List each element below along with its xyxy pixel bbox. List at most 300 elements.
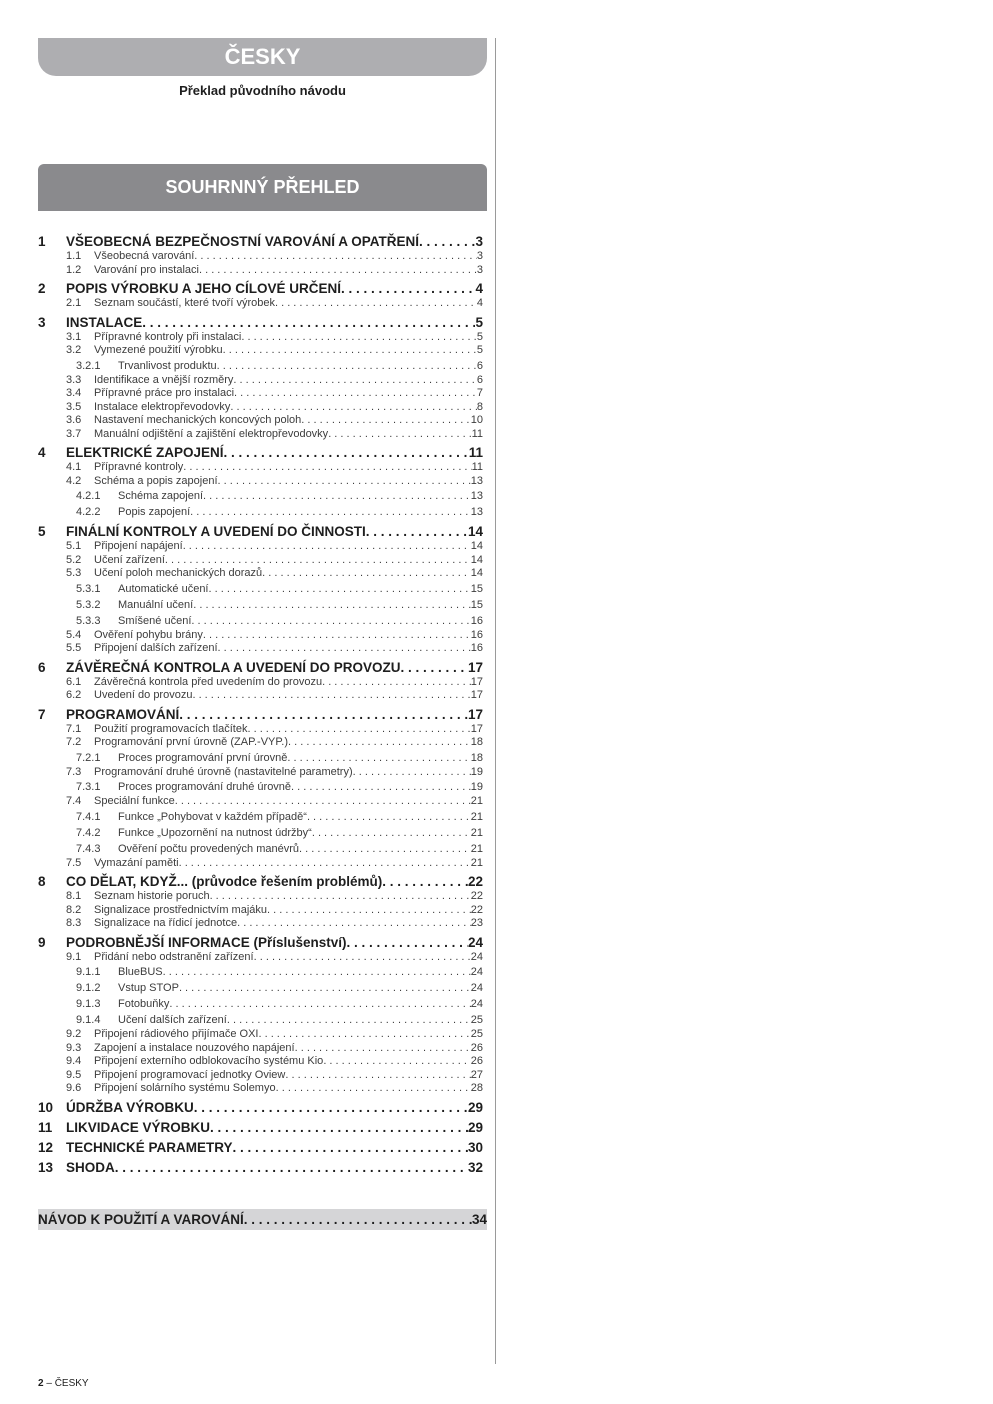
toc-subsection-number: 3.6 [66, 414, 82, 426]
toc-subsection-number: 5.3.2 [76, 598, 101, 611]
toc-subsection-page: 7 [476, 387, 483, 399]
toc-subsection-entry[interactable] [38, 1012, 483, 1028]
toc-subsection-page: 26 [470, 1041, 483, 1054]
toc-section-page: 11 [468, 445, 483, 460]
toc-subsection-entry[interactable] [38, 857, 483, 871]
toc-subsection-entry[interactable] [38, 250, 483, 264]
toc-subsection-page: 13 [470, 490, 483, 502]
toc-subsection-page: 24 [470, 982, 483, 994]
toc-section-title: TECHNICKÉ PARAMETRY [66, 1139, 233, 1155]
toc-leader-dots [307, 809, 471, 825]
toc-subsection-title: Připojení napájení [94, 540, 183, 552]
toc-section-title: INSTALACE [66, 314, 143, 330]
toc-leader-dots [233, 374, 476, 388]
table-of-contents [38, 233, 483, 1179]
toc-subsection-number: 5.5 [66, 642, 82, 654]
toc-subsection-entry[interactable] [38, 917, 483, 931]
toc-subsection-entry[interactable] [38, 475, 483, 489]
toc-leader-dots [299, 841, 471, 857]
toc-section-entry[interactable] [38, 1099, 483, 1116]
toc-subsection-page: 22 [470, 903, 483, 916]
toc-subsection-entry[interactable] [38, 581, 483, 597]
toc-subsection-entry[interactable] [38, 809, 483, 825]
toc-subsection-title: Manuální učení [118, 598, 194, 611]
toc-leader-dots [287, 750, 470, 766]
toc-leader-dots [224, 444, 469, 461]
toc-section [38, 1099, 483, 1116]
toc-subsection-title: Programování druhé úrovně (nastavitelné parametry) [94, 765, 353, 778]
toc-subsection-title: Učení zařízení [94, 553, 165, 566]
toc-subsection-entry[interactable] [38, 461, 483, 475]
toc-subsection-entry[interactable] [38, 401, 483, 415]
toc-subsection-entry[interactable] [38, 1028, 483, 1042]
toc-section-number: 13 [38, 1159, 54, 1175]
toc-leader-dots [323, 1055, 470, 1069]
toc-subsection-number: 9.6 [66, 1082, 82, 1094]
toc-subsection-entry[interactable] [38, 736, 483, 750]
toc-leader-dots [169, 996, 470, 1012]
toc-subsection-entry[interactable] [38, 344, 483, 358]
toc-subsection-number: 3.2.1 [76, 359, 101, 372]
toc-subsection-page: 27 [470, 1068, 483, 1081]
toc-section-page: 29 [467, 1099, 483, 1115]
toc-subsection-number: 7.3 [66, 765, 82, 778]
toc-subsection-page: 6 [476, 373, 483, 386]
toc-leader-dots [312, 825, 471, 841]
toc-subsection-title: Učení poloh mechanických dorazů [94, 567, 263, 579]
toc-section [38, 523, 483, 656]
toc-subsection-title: Manuální odjištění a zajištění elektropřevodovky [94, 427, 329, 440]
toc-subsection-number: 3.4 [66, 387, 82, 399]
toc-subsection-title: Proces programování první úrovně [118, 751, 288, 764]
toc-subsection-entry[interactable] [38, 964, 483, 980]
toc-leader-dots [347, 934, 468, 951]
toc-section-entry[interactable] [38, 1119, 483, 1136]
toc-subsection-title: Vymezené použití výrobku [94, 344, 223, 356]
toc-section-title: PODROBNĚJŠÍ INFORMACE (Příslušenství) [66, 934, 347, 950]
toc-subsection-number: 9.1.4 [76, 1014, 101, 1026]
toc-subsection-entry[interactable] [38, 567, 483, 581]
toc-subsection-entry[interactable] [38, 841, 483, 857]
toc-subsection-page: 24 [470, 966, 483, 978]
toc-leader-dots [209, 581, 471, 597]
toc-subsection-entry[interactable] [38, 951, 483, 965]
toc-subsection-entry[interactable] [38, 331, 483, 345]
toc-section-title: VŠEOBECNÁ BEZPEČNOSTNÍ VAROVÁNÍ A OPATŘENÍ [66, 234, 420, 249]
toc-section-page: 17 [467, 706, 483, 722]
toc-section-title: LIKVIDACE VÝROBKU [66, 1119, 211, 1135]
toc-subsection-page: 10 [470, 414, 483, 426]
toc-subsection-number: 7.5 [66, 856, 82, 869]
toc-manual-title: NÁVOD K POUŽITÍ A VAROVÁNÍ [38, 1212, 244, 1227]
footer-language: ČESKY [54, 1378, 89, 1389]
toc-subsection-title: BlueBUS [118, 966, 163, 978]
toc-subsection-number: 8.2 [66, 903, 82, 916]
toc-subsection-title: Instalace elektropřevodovky [94, 400, 231, 413]
toc-subsection-page: 4 [476, 297, 483, 309]
toc-leader-dots [192, 689, 470, 703]
toc-section-number: 9 [38, 934, 46, 950]
toc-section-entry[interactable] [38, 314, 483, 331]
toc-subsection-page: 17 [470, 675, 483, 688]
toc-subsection-title: Připojení externího odblokovacího systému Kio [94, 1055, 324, 1067]
toc-subsection-entry[interactable] [38, 689, 483, 703]
toc-subsection-title: Uvedení do provozu [94, 689, 193, 701]
toc-leader-dots [267, 904, 471, 918]
toc-section-title: CO DĚLAT, KDYŽ... (průvodce řešením problémů) [66, 874, 383, 889]
toc-leader-dots [194, 250, 477, 264]
toc-subsection-title: Identifikace a vnější rozměry [94, 373, 234, 386]
toc-section-entry[interactable] [38, 1139, 483, 1156]
toc-subsection-title: Závěrečná kontrola před uvedením do provozu [94, 675, 323, 688]
toc-subsection-title: Všeobecná varování [94, 250, 195, 262]
toc-section-title: PROGRAMOVÁNÍ [66, 706, 180, 722]
toc-subsection-entry[interactable] [38, 642, 483, 656]
toc-subsection-title: Připojení dalších zařízení [94, 642, 218, 654]
toc-subsection-number: 9.1 [66, 950, 82, 963]
toc-leader-dots [237, 917, 471, 931]
toc-section-title: POPIS VÝROBKU A JEHO CÍLOVÉ URČENÍ [66, 281, 342, 296]
toc-subsection-page: 21 [470, 842, 483, 855]
toc-leader-dots [193, 597, 471, 613]
toc-subsection-entry[interactable] [38, 676, 483, 690]
toc-section [38, 314, 483, 442]
toc-subsection-number: 9.2 [66, 1028, 82, 1040]
toc-subsection-number: 1.1 [66, 250, 82, 262]
toc-subsection-title: Přípravné kontroly [94, 461, 184, 473]
toc-subsection-page: 13 [470, 506, 483, 518]
toc-subsection-entry[interactable] [38, 1055, 483, 1069]
toc-section [38, 1139, 483, 1156]
toc-subsection-entry[interactable] [38, 387, 483, 401]
toc-subsection-title: Připojení programovací jednotky Oview [94, 1068, 286, 1081]
toc-section [38, 706, 483, 871]
toc-subsection-page: 3 [476, 263, 483, 276]
toc-subsection-title: Přidání nebo odstranění zařízení [94, 950, 254, 963]
toc-leader-dots [230, 401, 477, 415]
language-header: ČESKY [38, 38, 487, 76]
toc-subsection-number: 9.5 [66, 1068, 82, 1081]
toc-subsection-entry[interactable] [38, 374, 483, 388]
toc-section-page: 14 [467, 524, 483, 539]
toc-subsection-number: 5.3.1 [76, 582, 101, 595]
toc-subsection-number: 3.3 [66, 373, 82, 386]
toc-subsection-title: Automatické učení [118, 582, 209, 595]
toc-subsection-page: 11 [471, 461, 483, 473]
toc-subsection-entry[interactable] [38, 795, 483, 809]
toc-subsection-number: 8.1 [66, 890, 82, 902]
toc-leader-dots [258, 1028, 470, 1042]
toc-subsection-number: 3.1 [66, 330, 82, 343]
toc-subsection-entry[interactable] [38, 996, 483, 1012]
toc-subsection-title: Seznam historie poruch [94, 890, 210, 902]
toc-subsection-page: 6 [476, 359, 483, 372]
toc-subsection-number: 8.3 [66, 917, 82, 929]
toc-subsection-title: Signalizace na řídicí jednotce [94, 917, 238, 929]
toc-subsection-title: Speciální funkce [94, 795, 175, 807]
toc-section-page: 32 [467, 1159, 483, 1175]
toc-section-title: ZÁVĚREČNÁ KONTROLA A UVEDENÍ DO PROVOZU [66, 659, 401, 675]
toc-section-title: ELEKTRICKÉ ZAPOJENÍ [66, 445, 224, 460]
toc-subsection-entry[interactable] [38, 504, 483, 520]
toc-subsection-entry[interactable] [38, 779, 483, 795]
toc-subsection-entry[interactable] [38, 488, 483, 504]
toc-subsection-page: 26 [470, 1055, 483, 1067]
toc-subsection-page: 21 [470, 795, 483, 807]
toc-subsection-page: 5 [476, 344, 483, 356]
toc-subsection-entry[interactable] [38, 428, 483, 442]
toc-section-entry[interactable] [38, 873, 483, 890]
toc-subsection-page: 3 [476, 250, 483, 262]
toc-subsection-number: 5.1 [66, 540, 82, 552]
toc-subsection-title: Popis zapojení [118, 506, 191, 518]
toc-subsection-entry[interactable] [38, 1069, 483, 1083]
toc-leader-dots [233, 1139, 468, 1156]
toc-subsection-entry[interactable] [38, 1042, 483, 1056]
toc-leader-dots [247, 723, 470, 737]
toc-leader-dots [382, 873, 468, 890]
toc-leader-dots [163, 964, 471, 980]
toc-leader-dots [199, 264, 477, 278]
toc-section-number: 8 [38, 874, 46, 889]
toc-leader-dots [291, 779, 471, 795]
toc-subsection-title: Vymazání paměti [94, 856, 179, 869]
toc-subsection-page: 18 [470, 751, 483, 764]
toc-subsection-page: 17 [470, 722, 483, 735]
toc-subsection-entry[interactable] [38, 358, 483, 374]
toc-subsection-page: 22 [470, 890, 483, 902]
toc-subsection-page: 19 [470, 781, 483, 793]
toc-subsection-entry[interactable] [38, 723, 483, 737]
toc-subsection-number: 9.1.1 [76, 966, 101, 978]
toc-subsection-entry[interactable] [38, 554, 483, 568]
toc-subsection-title: Schéma a popis zapojení [94, 474, 218, 487]
toc-subsection-number: 6.2 [66, 689, 82, 701]
toc-subsection-title: Ověření počtu provedených manévrů [118, 842, 299, 855]
toc-leader-dots [366, 523, 468, 540]
toc-subsection-page: 21 [470, 826, 483, 839]
toc-leader-dots [142, 314, 475, 331]
toc-subsection-page: 5 [476, 330, 483, 343]
toc-leader-dots [203, 629, 471, 643]
toc-leader-dots [244, 1212, 472, 1227]
toc-subsection-entry[interactable] [38, 414, 483, 428]
toc-subsection-number: 7.4.3 [76, 842, 101, 855]
toc-subsection-title: Připojení rádiového přijímače OXI [94, 1028, 259, 1040]
toc-subsection-entry[interactable] [38, 540, 483, 554]
toc-subsection-title: Signalizace prostřednictvím majáku [94, 903, 268, 916]
toc-subsection-title: Učení dalších zařízení [118, 1014, 227, 1026]
toc-subsection-number: 9.3 [66, 1041, 82, 1054]
toc-subsection-page: 8 [476, 400, 483, 413]
toc-subsection-title: Schéma zapojení [118, 490, 203, 502]
toc-subsection-title: Funkce „Upozornění na nutnost údržby“ [118, 826, 312, 839]
toc-subsection-entry[interactable] [38, 264, 483, 278]
toc-subsection-title: Přípravné kontroly při instalaci [94, 330, 242, 343]
toc-leader-dots [295, 1042, 471, 1056]
toc-subsection-page: 28 [470, 1082, 483, 1094]
toc-subsection-entry[interactable] [38, 597, 483, 613]
toc-leader-dots [223, 344, 477, 358]
toc-section-page: 30 [467, 1139, 483, 1155]
toc-section-number: 7 [38, 706, 46, 722]
toc-leader-dots [227, 1012, 471, 1028]
toc-subsection-number: 2.1 [66, 297, 82, 309]
toc-subsection-title: Použití programovacích tlačítek [94, 722, 248, 735]
toc-subsection-title: Nastavení mechanických koncových poloh [94, 414, 302, 426]
toc-leader-dots [179, 980, 471, 996]
toc-subsection-page: 23 [470, 917, 483, 929]
toc-section-page: 24 [467, 934, 483, 950]
toc-subsection-entry[interactable] [38, 980, 483, 996]
toc-subsection-number: 5.3.3 [76, 614, 101, 627]
toc-subsection-page: 15 [470, 582, 483, 595]
toc-subsection-number: 7.3.1 [76, 781, 101, 793]
toc-subsection-entry[interactable] [38, 297, 483, 311]
toc-section [38, 233, 483, 277]
toc-subsection-page: 18 [470, 736, 483, 748]
footer-page-number: 2 [38, 1378, 44, 1389]
toc-subsection-number: 4.2.2 [76, 506, 101, 518]
toc-manual-page: 34 [471, 1212, 487, 1227]
toc-subsection-title: Zapojení a instalace nouzového napájení [94, 1041, 295, 1054]
toc-leader-dots [254, 951, 471, 965]
toc-leader-dots [218, 475, 471, 489]
toc-subsection-number: 9.4 [66, 1055, 82, 1067]
toc-leader-dots [183, 540, 471, 554]
toc-leader-dots [190, 504, 471, 520]
column-divider [495, 38, 496, 1364]
toc-subsection-page: 11 [471, 427, 483, 440]
toc-leader-dots [210, 1119, 468, 1136]
toc-subsection-page: 17 [470, 689, 483, 701]
toc-section-entry[interactable] [38, 934, 483, 951]
toc-section [38, 444, 483, 520]
toc-manual-entry[interactable] [38, 1209, 487, 1230]
toc-leader-dots [262, 567, 471, 581]
toc-section-number: 12 [38, 1139, 54, 1155]
toc-subsection-title: Vstup STOP [118, 982, 179, 994]
toc-section-entry[interactable] [38, 659, 483, 676]
toc-section-entry[interactable] [38, 1159, 483, 1176]
toc-title: SOUHRNNÝ PŘEHLED [38, 164, 487, 211]
toc-leader-dots [191, 613, 470, 629]
toc-section-page: 4 [475, 281, 483, 296]
toc-subsection-title: Smíšené učení [118, 614, 192, 627]
toc-subsection-entry[interactable] [38, 766, 483, 780]
toc-section-entry[interactable] [38, 280, 483, 297]
toc-subsection-entry[interactable] [38, 904, 483, 918]
toc-leader-dots [203, 488, 471, 504]
toc-subsection-title: Seznam součástí, které tvoří výrobek [94, 297, 275, 309]
toc-leader-dots [401, 659, 468, 676]
toc-section-number: 5 [38, 524, 46, 539]
toc-leader-dots [165, 554, 471, 568]
toc-subsection-page: 24 [470, 998, 483, 1010]
toc-leader-dots [179, 706, 468, 723]
toc-leader-dots [234, 387, 477, 401]
toc-subsection-number: 9.1.3 [76, 998, 101, 1010]
toc-section-title: FINÁLNÍ KONTROLY A UVEDENÍ DO ČINNOSTI [66, 524, 366, 539]
toc-section-number: 11 [38, 1119, 53, 1135]
toc-subsection-page: 16 [470, 628, 483, 641]
toc-section-number: 1 [38, 234, 46, 249]
toc-subsection-number: 7.1 [66, 722, 82, 735]
toc-leader-dots [328, 428, 471, 442]
toc-subsection-page: 14 [470, 553, 483, 566]
toc-subsection-number: 7.4.2 [76, 826, 101, 839]
toc-subsection-page: 16 [470, 642, 483, 654]
toc-section-page: 22 [467, 874, 483, 889]
toc-subsection-number: 7.4.1 [76, 810, 101, 823]
toc-subsection-number: 7.2.1 [76, 751, 101, 764]
toc-subsection-number: 3.5 [66, 400, 82, 413]
toc-subsection-entry[interactable] [38, 890, 483, 904]
toc-section-number: 10 [38, 1099, 54, 1115]
toc-leader-dots [322, 676, 471, 690]
toc-subsection-page: 13 [470, 474, 483, 487]
toc-subsection-page: 16 [470, 614, 483, 627]
toc-subsection-number: 5.3 [66, 567, 82, 579]
toc-subsection-number: 1.2 [66, 263, 82, 276]
toc-subsection-title: Funkce „Pohybovat v každém případě“ [118, 810, 307, 823]
toc-subsection-page: 25 [470, 1014, 483, 1026]
page-footer [38, 1378, 89, 1389]
toc-leader-dots [276, 1082, 471, 1096]
toc-subsection-page: 21 [470, 810, 483, 823]
toc-subsection-title: Fotobuňky [118, 998, 170, 1010]
toc-section-entry[interactable] [38, 523, 483, 540]
toc-section-number: 4 [38, 445, 46, 460]
toc-section-entry[interactable] [38, 233, 483, 250]
toc-section-page: 29 [467, 1119, 483, 1135]
toc-section-number: 6 [38, 659, 46, 675]
toc-section-entry[interactable] [38, 706, 483, 723]
toc-subsection-number: 7.2 [66, 736, 82, 748]
toc-subsection-title: Varování pro instalaci [94, 263, 199, 276]
toc-leader-dots [218, 642, 471, 656]
toc-subsection-number: 4.2.1 [76, 490, 101, 502]
toc-subsection-entry[interactable] [38, 613, 483, 629]
toc-section-title: ÚDRŽBA VÝROBKU [66, 1099, 194, 1115]
toc-subsection-number: 3.7 [66, 427, 82, 440]
footer-separator: – [43, 1378, 55, 1389]
toc-leader-dots [275, 297, 477, 311]
toc-section-page: 3 [475, 234, 483, 249]
toc-section-page: 5 [475, 314, 483, 330]
toc-subsection-number: 6.1 [66, 675, 82, 688]
toc-subsection-number: 4.1 [66, 461, 82, 473]
toc-subsection-page: 19 [470, 765, 483, 778]
toc-subsection-entry[interactable] [38, 629, 483, 643]
toc-subsection-entry[interactable] [38, 1082, 483, 1096]
toc-leader-dots [179, 857, 471, 871]
toc-subsection-number: 3.2 [66, 344, 82, 356]
toc-leader-dots [183, 461, 471, 475]
toc-subsection-page: 15 [470, 598, 483, 611]
toc-leader-dots [419, 233, 475, 250]
toc-subsection-title: Připojení solárního systému Solemyo [94, 1082, 276, 1094]
toc-subsection-entry[interactable] [38, 825, 483, 841]
toc-leader-dots [353, 766, 471, 780]
toc-section-number: 3 [38, 314, 46, 330]
toc-subsection-page: 24 [470, 950, 483, 963]
toc-section [38, 1159, 483, 1176]
toc-subsection-page: 14 [470, 567, 483, 579]
toc-section-entry[interactable] [38, 444, 483, 461]
toc-subsection-number: 4.2 [66, 474, 82, 487]
toc-subsection-entry[interactable] [38, 750, 483, 766]
